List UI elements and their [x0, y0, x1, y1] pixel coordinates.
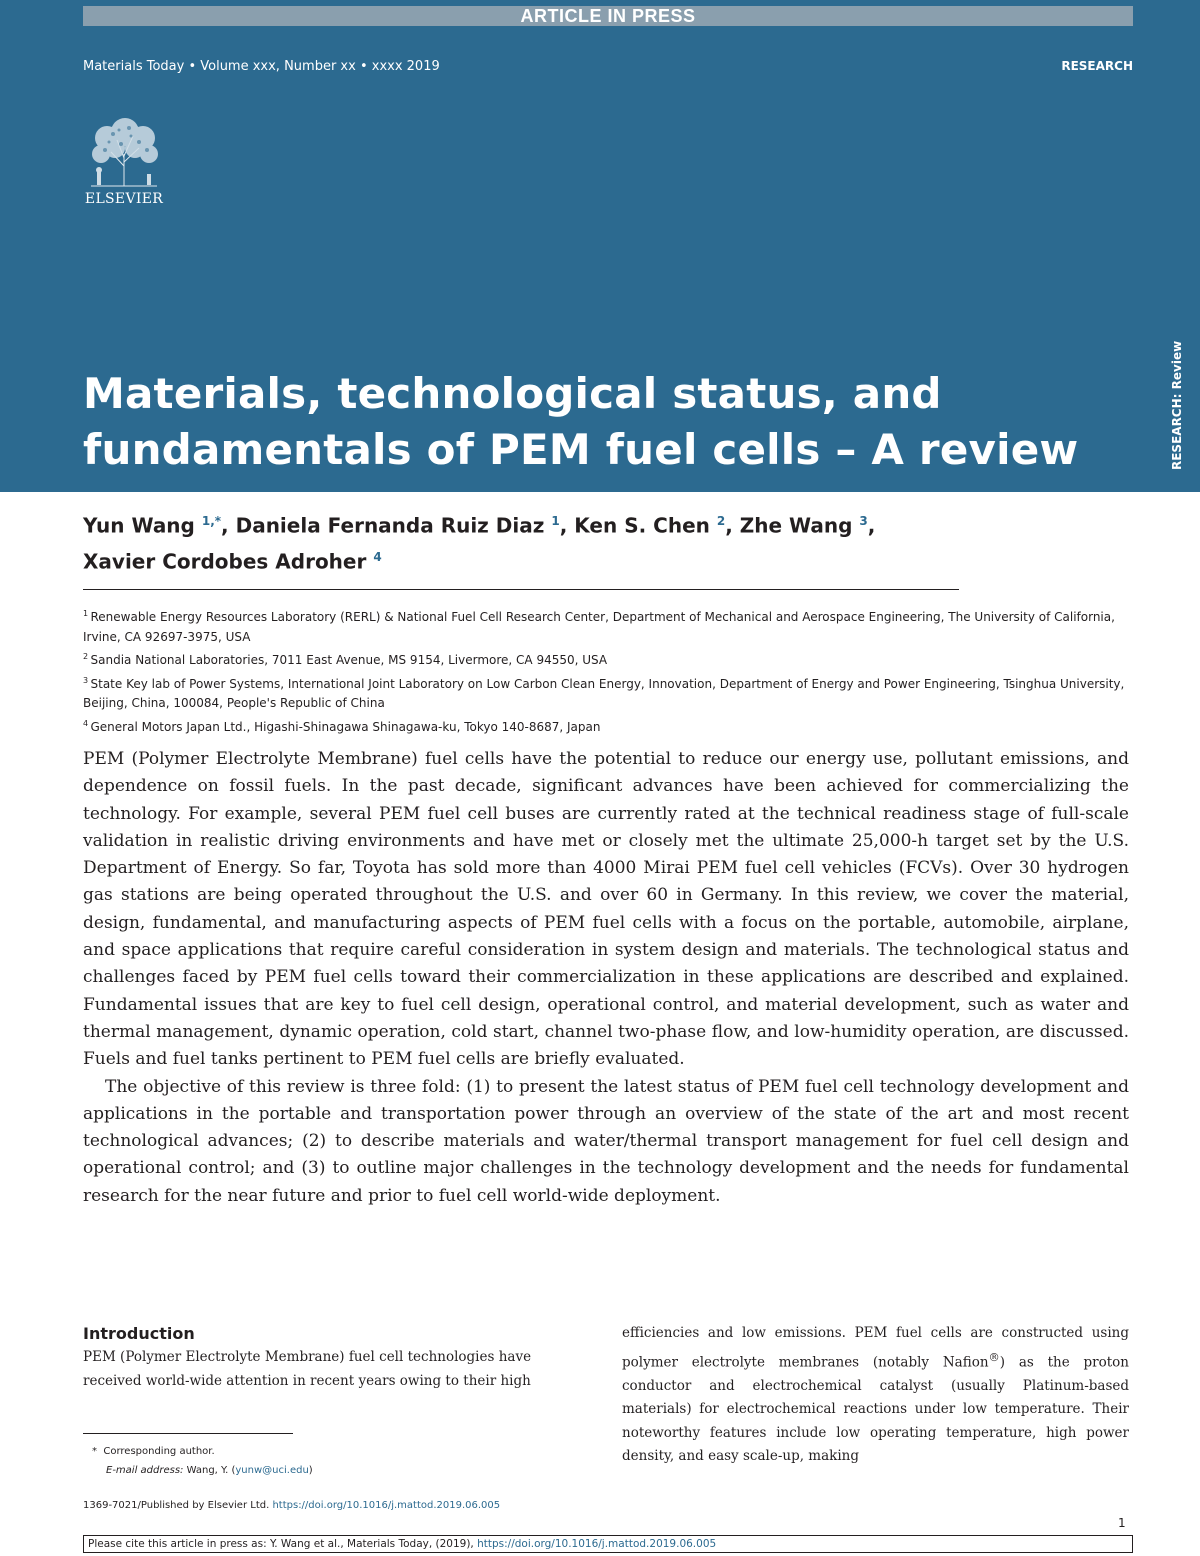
elsevier-logo: [83, 116, 165, 208]
affiliations: [83, 604, 1133, 737]
author-name: Ken S. Chen: [574, 513, 710, 538]
section-heading: Introduction: [83, 1324, 195, 1343]
affiliation: $^4$ General Motors Japan Ltd., Higashi-Shinagawa Shinagawa-ku, Tokyo 140-8687, Japan: [83, 718, 601, 734]
author-superscript[interactable]: 1: [551, 514, 560, 528]
author-superscript[interactable]: 2: [716, 514, 726, 528]
citation-doi-link[interactable]: https://doi.org/10.1016/j.mattod.2019.06.005: [477, 1538, 717, 1550]
author-name: Xavier Cordobes Adroher: [83, 549, 367, 574]
author-superscript[interactable]: 1,*: [201, 514, 222, 528]
abstract-paragraph: PEM (Polymer Electrolyte Membrane) fuel cells have the potential to reduce our energy use, pollutant emissions, and dependence on fossil fuels. In the past decade, significant advances have been achieved for commercializing the technology. For example, several PEM fuel cell buses are currently rated at the technical readiness stage of full-scale validation in realistic driving environments and have met or closely met the ultimate 25,000-h target set by the U.S. Department of Energy. So far, Toyota has sold more than 4000 Mirai PEM fuel cell vehicles (FCVs). Over 30 hydrogen gas stations are being operated throughout the U.S. and over 60 in Germany. In this review, we cover the material, design, fundamental, and manufacturing aspects of PEM fuel cells with a focus on the portable, automobile, airplane, and space applications that require careful consideration in system design and materials. The technological status and challenges faced by PEM fuel cells toward their commercialization in these applications are described and explained. Fundamental issues that are key to fuel cell design, operational control, and material development, such as water and thermal management, dynamic operation, cold start, channel two-phase flow, and low-humidity operation, are discussed. Fuels and fuel tanks pertinent to PEM fuel cells are briefly evaluated.: [83, 749, 1129, 1070]
abstract-paragraph: The objective of this review is three fold: (1) to present the latest status of PEM fuel cell technology development and applications in the portable and transportation power through an overview of the state of the art and most recent technological advances; (2) to describe materials and water/thermal transport management for fuel cell design and operational control; and (3) to outline major challenges in the technology development and the needs for fundamental research for the near future and prior to fuel cell world-wide deployment.: [83, 1076, 1129, 1206]
citation-box: Please cite this article in press as: Y. Wang et al., Materials Today, (2019), https://doi.org/10.1016/j.mattod.2019.06.005: [83, 1535, 1133, 1553]
corresponding-author-footnote: * Corresponding author. E-mail address: Wang, Y. (yunw@uci.edu): [92, 1446, 313, 1476]
author-superscript[interactable]: 3: [859, 514, 868, 528]
body-paragraph: efficiencies and low emissions. PEM fuel cells are constructed using polymer electrolyte membranes (notably Nafion®) as the proton conductor and electrochemical catalyst (usually Platinum-based materials) for electrochemical reactions under low temperature. Their noteworthy features include low operating temperature, high power density, and easy scale-up, making: [622, 1325, 1129, 1464]
affiliation: $^2$ Sandia National Laboratories, 7011 East Avenue, MS 9154, Livermore, CA 94550, USA: [83, 652, 608, 667]
issn-line: 1369-7021/Published by Elsevier Ltd. https://doi.org/10.1016/j.mattod.2019.06.005: [83, 1500, 501, 1511]
intro-left-column: [83, 1322, 591, 1393]
author-name: Yun Wang: [83, 513, 195, 538]
abstract: [83, 746, 1129, 1210]
side-tab: RESEARCH: Review: [1170, 340, 1184, 470]
author-list: Yun Wang $^{1,*}$, Daniela Fernanda Ruiz Diaz $^1$, Ken S. Chen $^2$, Zhe Wang $^3$, Xavier Cordobes Adroher $^4$: [83, 513, 876, 574]
affiliation: $^1$ Renewable Energy Resources Laboratory (RERL) & National Fuel Cell Research Center, Department of Mechanical and Aerospace Engineering, The University of California, Irvine, CA 92697-3975, USA: [83, 609, 1115, 644]
body-paragraph: PEM (Polymer Electrolyte Membrane) fuel cell technologies have received world-wide attention in recent years owing to their high: [83, 1349, 532, 1389]
publisher-name: ELSEVIER: [84, 191, 164, 207]
author-name: Zhe Wang: [739, 513, 853, 538]
journal-line: Materials Today • Volume xxx, Number xx • xxxx 2019: [83, 59, 440, 74]
tree-icon: [83, 116, 165, 188]
article-in-press-banner: ARTICLE IN PRESS: [83, 6, 1133, 26]
author-superscript[interactable]: 4: [373, 549, 382, 564]
header-band: [0, 0, 1200, 492]
divider: [83, 589, 959, 590]
section-label: RESEARCH: [1061, 59, 1133, 73]
page-title: Materials, technological status, and fundamentals of PEM fuel cells – A review: [83, 369, 1079, 474]
footnote-divider: [83, 1433, 293, 1434]
affiliation: $^3$ State Key lab of Power Systems, International Joint Laboratory on Low Carbon Clean Energy, Innovation, Department of Energy and Power Engineering, Tsinghua University, Beijing, China, 100084, People's Republic of China: [83, 675, 1125, 710]
intro-right-column: [622, 1322, 1129, 1469]
email-link[interactable]: yunw@uci.edu: [235, 1465, 309, 1476]
author-name: Daniela Fernanda Ruiz Diaz: [235, 513, 545, 538]
doi-link[interactable]: https://doi.org/10.1016/j.mattod.2019.06.005: [272, 1500, 501, 1511]
page-number: 1: [1118, 1516, 1126, 1530]
